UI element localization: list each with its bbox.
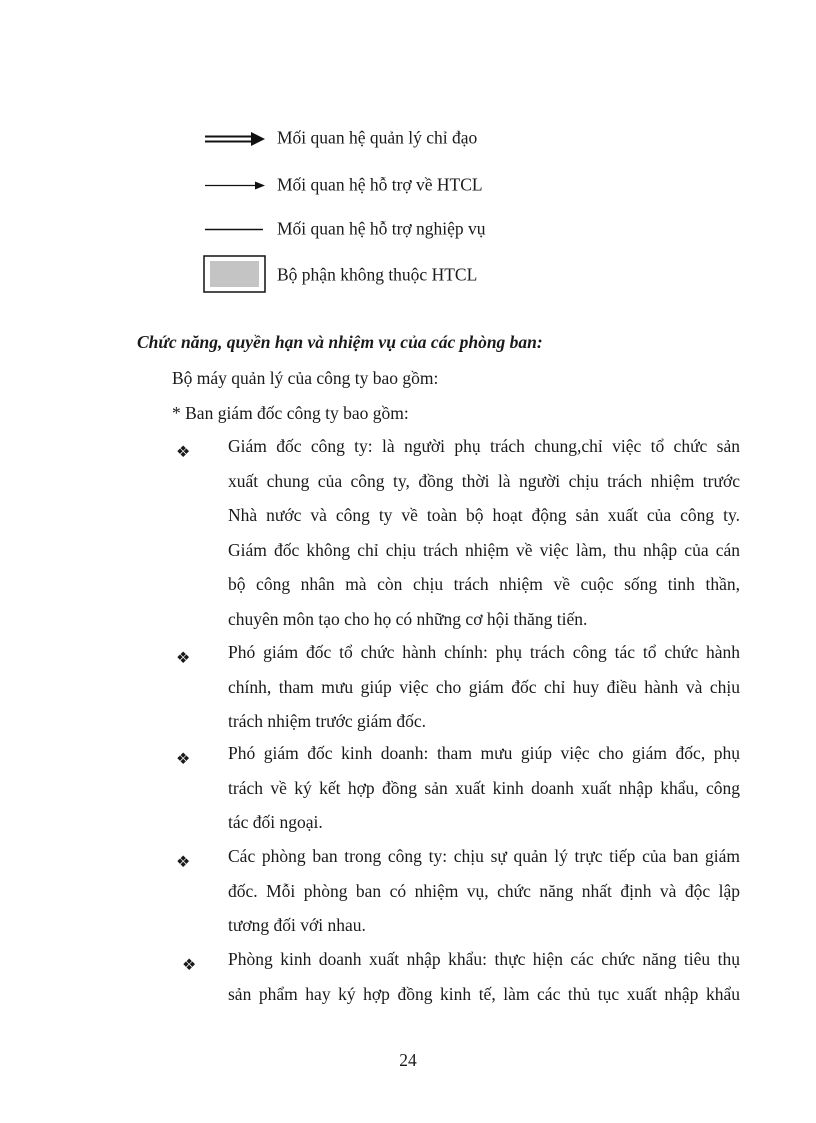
line-icon [203, 211, 267, 247]
list-item [228, 429, 740, 636]
legend-label: Mối quan hệ hỗ trợ nghiệp vụ [277, 218, 486, 239]
item-line: Phó giám đốc tổ chức hành chính: phụ trách công tác tổ chức hành [228, 642, 740, 662]
legend-item-management [203, 120, 478, 156]
list-item [228, 736, 740, 840]
item-line: chuyên môn tạo cho họ có những cơ hội thăng tiến. [228, 608, 588, 629]
legend-item-non-htcl [203, 257, 478, 293]
double-arrow-icon [203, 120, 267, 156]
item-line: Phòng kinh doanh xuất nhập khẩu: thực hiện các chức năng tiêu thụ [228, 949, 740, 969]
item-line: đốc. Mỗi phòng ban có nhiệm vụ, chức năng nhất định và độc lập [228, 880, 740, 901]
item-line: Giám đốc không chỉ chịu trách nhiệm về việc làm, thu nhập của cán [228, 539, 740, 560]
page-number: 24 [399, 1050, 417, 1070]
legend-item-htcl-support [203, 167, 483, 203]
shaded-box-icon [203, 257, 267, 293]
list-item [228, 942, 740, 1011]
item-line: Phó giám đốc kinh doanh: tham mưu giúp việc cho giám đốc, phụ [228, 743, 740, 763]
item-line: chính, tham mưu giúp việc cho giám đốc chỉ huy điều hành và chịu [228, 676, 740, 697]
bullet-icon: ❖ [176, 444, 191, 461]
bullet-icon: ❖ [176, 650, 191, 667]
bullet-icon: ❖ [182, 957, 197, 974]
arrow-right-icon [203, 167, 267, 203]
list-item [228, 635, 740, 739]
legend-item-professional-support [203, 211, 486, 247]
intro-text: Bộ máy quản lý của công ty bao gồm: [172, 368, 439, 388]
sub-intro-text: * Ban giám đốc công ty bao gồm: [172, 403, 409, 423]
legend-label: Mối quan hệ hỗ trợ về HTCL [277, 174, 483, 195]
item-line: trách nhiệm trước giám đốc. [228, 711, 427, 731]
item-line: tương đối với nhau. [228, 915, 366, 935]
item-line: sản phẩm hay ký hợp đồng kinh tế, làm các thủ tục xuất nhập khẩu [228, 983, 740, 1004]
list-item [228, 839, 740, 943]
legend-label: Mối quan hệ quản lý chỉ đạo [277, 127, 478, 148]
section-heading: Chức năng, quyền hạn và nhiệm vụ của các phòng ban: [137, 332, 543, 352]
item-line: bộ công nhân mà còn chịu trách nhiệm về cuộc sống tinh thần, [228, 574, 740, 594]
item-line: Các phòng ban trong công ty: chịu sự quản lý trực tiếp của ban giám [228, 846, 740, 866]
bullet-icon: ❖ [176, 854, 191, 871]
legend-label: Bộ phận không thuộc HTCL [277, 264, 478, 285]
item-line: Giám đốc công ty: là người phụ trách chung,chỉ việc tổ chức sản [228, 436, 740, 456]
bullet-icon: ❖ [176, 751, 191, 768]
item-line: tác đối ngoại. [228, 812, 323, 832]
item-line: xuất chung của công ty, đồng thời là người chịu trách nhiệm trước [228, 470, 740, 491]
item-line: Nhà nước và công ty về toàn bộ hoạt động sản xuất của công ty. [228, 505, 740, 525]
item-line: trách về ký kết hợp đồng sản xuất kinh doanh xuất nhập khẩu, công [228, 777, 740, 798]
